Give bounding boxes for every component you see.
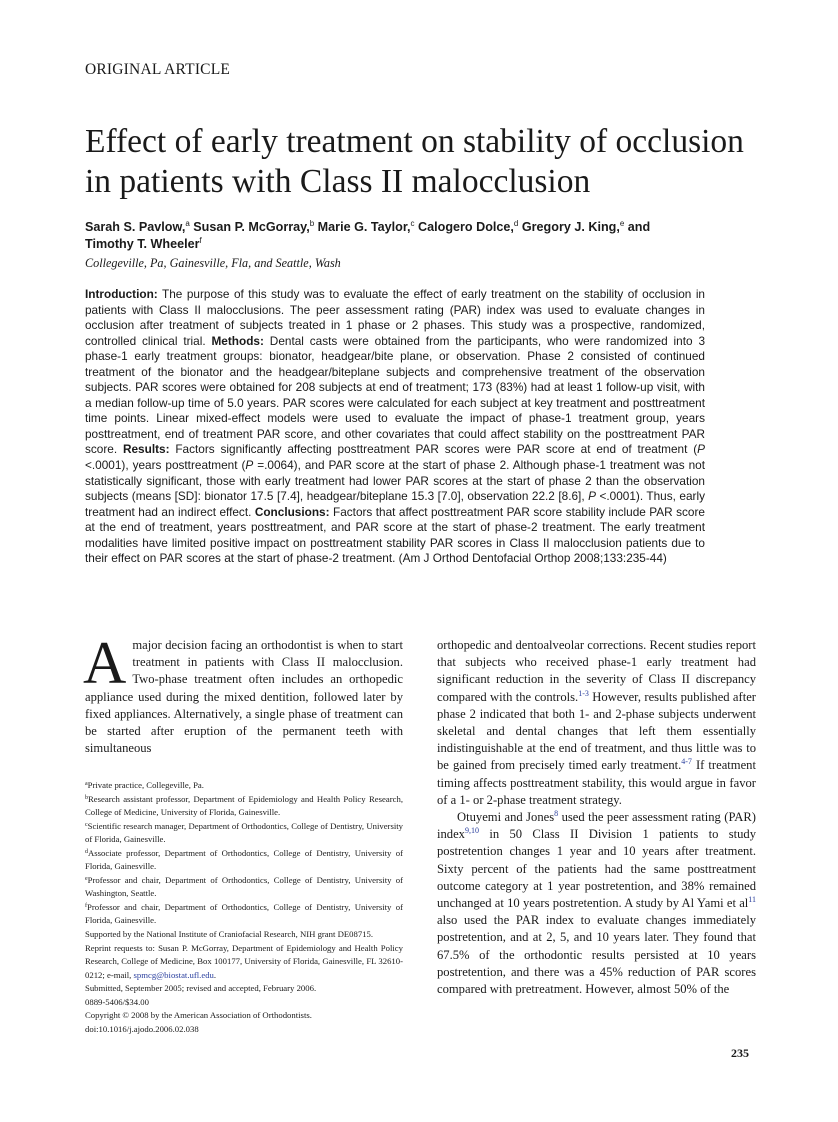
footnotes: [85, 779, 403, 1036]
citation-link[interactable]: 1-3: [578, 688, 589, 698]
p-value-symbol: P: [697, 442, 705, 457]
abstract-heading-results: Results:: [122, 442, 170, 457]
body-text: However, results published after phase 2 indicated that both 1- and 2-phase subjects underwent skeletal and dental changes that left them essentially indistinguishable at the end of treatment, and thus little was to be gained from precisely timed early treatment.: [437, 689, 756, 773]
issn-price: 0889-5406/$34.00: [85, 996, 149, 1007]
affiliation-marker: a: [185, 219, 190, 228]
footnote-text: Private practice, Collegeville, Pa.: [87, 780, 204, 790]
body-text: major decision facing an orthodontist is when to start treatment in patients with Class II malocclusion. Two-phase treatment often includes an orthopedic appliance used during the mixed dentition, followed later by fixed appliances. Alternatively, a single phase of treatment can be started after eruption of the permanent teeth with simultaneous: [85, 638, 403, 756]
body-text: orthopedic and dentoalveolar corrections. Recent studies report that subjects who received phase-1 early treatment had significant reduction in the severity of Class II discrepancy compared with the controls.: [437, 638, 756, 704]
body-paragraph: [83, 630, 403, 757]
submission-dates: Submitted, September 2005; revised and accepted, February 2006.: [85, 983, 317, 994]
footnote: [85, 793, 403, 820]
author-line: [85, 219, 765, 236]
doi[interactable]: doi:10.1016/j.ajodo.2006.02.038: [85, 1023, 199, 1034]
footnote-marker: b: [85, 794, 88, 801]
footnote: [85, 874, 403, 901]
author-name[interactable]: Calogero Dolce,: [414, 220, 514, 234]
author-name[interactable]: Susan P. McGorray,: [189, 220, 310, 234]
drop-cap: A: [83, 630, 127, 696]
body-text: If treatment timing affects posttreatment stability, this would argue in favor of a 1- or 2-phase treatment strategy.: [437, 758, 756, 807]
footnote: [85, 779, 403, 793]
p-value-symbol: P: [588, 489, 596, 504]
copyright: Copyright © 2008 by the American Association of Orthodontists.: [85, 1010, 312, 1021]
footnote-marker: e: [85, 875, 88, 882]
citation-link[interactable]: 9,10: [464, 826, 479, 836]
footnote-marker: a: [85, 781, 88, 787]
author-locations: Collegeville, Pa, Gainesville, Fla, and Seattle, Wash: [85, 256, 341, 270]
footnote-text: Professor and chair, Department of Orthodontics, College of Dentistry, University of Florida, Gainesville.: [85, 901, 403, 926]
reprint-text: .: [213, 969, 217, 980]
affiliation-marker: b: [309, 219, 315, 228]
footnote-text: Research assistant professor, Department of Epidemiology and Health Policy Research, College of Medicine, University of Florida, Gainesville.: [85, 793, 403, 818]
body-text: used the peer assessment rating (PAR) index: [437, 810, 756, 842]
page-number: 235: [731, 1046, 749, 1060]
abstract-heading-conclusions: Conclusions:: [254, 504, 330, 519]
citation-link[interactable]: 4-7: [681, 757, 692, 767]
funding-note: Supported by the National Institute of Craniofacial Research, NIH grant DE08715.: [85, 929, 374, 940]
author-line: [85, 236, 765, 253]
affiliation-marker: f: [199, 236, 202, 245]
footnote-text: Scientific research manager, Department of Orthodontics, College of Dentistry, University of Florida, Gainesville.: [85, 820, 403, 845]
footnote-text: Associate professor, Department of Orthodontics, College of Dentistry, University of Florida, Gainesville.: [85, 847, 403, 872]
abstract-results: <.0001), years posttreatment (: [85, 458, 246, 473]
reprint-text: Reprint requests to: Susan P. McGorray, Department of Epidemiology and Health Policy Research, College of Medicine, Box 100177, University of Florida, Gainesville, FL 32610-0212; e-mail,: [85, 942, 403, 980]
section-label: ORIGINAL ARTICLE: [85, 61, 231, 78]
footnote-marker: d: [85, 848, 88, 855]
abstract-methods: Dental casts were obtained from the participants, who were randomized into 3 phase-1 early treatment groups: bionator, headgear/bite plane, or observation. Phase 2 consisted of continued treatment of the bionator and the headgear/biteplane subjects and comprehensive treatment of the observation subjects. PAR scores were obtained for 208 subjects at end of treatment; 173 (83%) had at least 1 follow-up visit, with a median follow-up time of 5.0 years. PAR scores were calculated for each subject at key treatment and posttreatment time points. Linear mixed-effect models were used to evaluate the impact of phase-1 treatment group, years posttreatment, end of treatment PAR score, and other covariates that could affect stability on the posttreatment PAR score.: [85, 333, 705, 457]
abstract-introduction: The purpose of this study was to evaluate the effect of early treatment on the stability of occlusion in patients with Class II malocclusions. The peer assessment rating (PAR) index was used to evaluate changes in occlusion after treatment of subjects treated in 1 phase or 2 phases. This study was a prospective, randomized, controlled clinical trial.: [85, 287, 705, 348]
footnote-marker: c: [85, 821, 88, 828]
title-line: Effect of early treatment on stability of occlusion: [85, 123, 744, 160]
author-list: [85, 219, 765, 253]
footnote: [85, 901, 403, 928]
footnote-text: Professor and chair, Department of Orthodontics, College of Dentistry, University of Washington, Seattle.: [85, 874, 403, 899]
body-text: also used the PAR index to evaluate changes immediately postretention, and at 2, 5, and 10 years later. They found that 67.5% of the orthodontic results persisted at 10 years postretention, and there was a 45% reduction of PAR scores compared with pretreatment. However, almost 50% of the: [437, 913, 756, 997]
body-paragraph: [437, 809, 756, 998]
abstract-heading-introduction: Introduction:: [85, 287, 158, 301]
abstract-results: =.0064), and PAR score at the start of phase 2. Although phase-1 treatment was not statistically significant, those with early treatment had lower PAR scores at the start of phase 2 than the observation subjects (means [SD]: bionator 17.5 [7.4], headgear/biteplane 15.3 [7.0], observation 22.2 [8.6],: [85, 458, 705, 504]
author-name[interactable]: Marie G. Taylor,: [314, 220, 411, 234]
article-title: [85, 122, 775, 202]
affiliation-marker: e: [619, 219, 625, 228]
body-text: in 50 Class II Division 1 patients to study postretention changes 1 year and 10 years after treatment. Sixty percent of the patients had the same posttreatment outcome category at 1 year postretention, and 38% remained unchanged at 10 years postretention. A study by Al Yami et al: [437, 827, 756, 911]
abstract-results: <.0001). Thus, early treatment had an indirect effect.: [85, 489, 705, 519]
email-link[interactable]: spmcg@biostat.ufl.edu: [133, 969, 214, 980]
citation-link[interactable]: 8: [554, 809, 559, 819]
body-text: Otuyemi and Jones: [457, 810, 555, 825]
abstract: [85, 287, 705, 567]
affiliation-marker: d: [513, 219, 519, 228]
body-paragraph: [437, 637, 756, 809]
abstract-results: Factors significantly affecting posttreatment PAR scores were PAR score at end of treatment (: [169, 442, 698, 457]
author-name[interactable]: Sarah S. Pavlow,: [85, 220, 186, 234]
body-column-right: [437, 637, 756, 998]
body-column-left: [83, 630, 403, 757]
abstract-conclusions: Factors that affect posttreatment PAR score stability include PAR score at the end of treatment, years posttreatment, and PAR score at the start of phase-2 treatment. The early treatment modalities have limited positive impact on posttreatment stability PAR scores in Class II malocclusion patients due to their effect on PAR scores at the start of phase-2 treatment. (Am J Orthod Dentofacial Orthop 2008;133:235-44): [85, 504, 705, 566]
footnote-marker: f: [85, 902, 87, 909]
author-name[interactable]: Gregory J. King,: [518, 220, 620, 234]
citation-link[interactable]: 11: [748, 895, 756, 905]
footnote: [85, 847, 403, 874]
footnote: [85, 820, 403, 847]
reprint-request: [85, 942, 403, 983]
abstract-heading-methods: Methods:: [211, 333, 264, 348]
author-name[interactable]: Timothy T. Wheeler: [85, 237, 200, 251]
p-value-symbol: P: [245, 458, 254, 473]
author-conjunction: and: [624, 220, 651, 234]
title-line: in patients with Class II malocclusion: [85, 163, 591, 200]
affiliation-marker: c: [410, 219, 415, 228]
